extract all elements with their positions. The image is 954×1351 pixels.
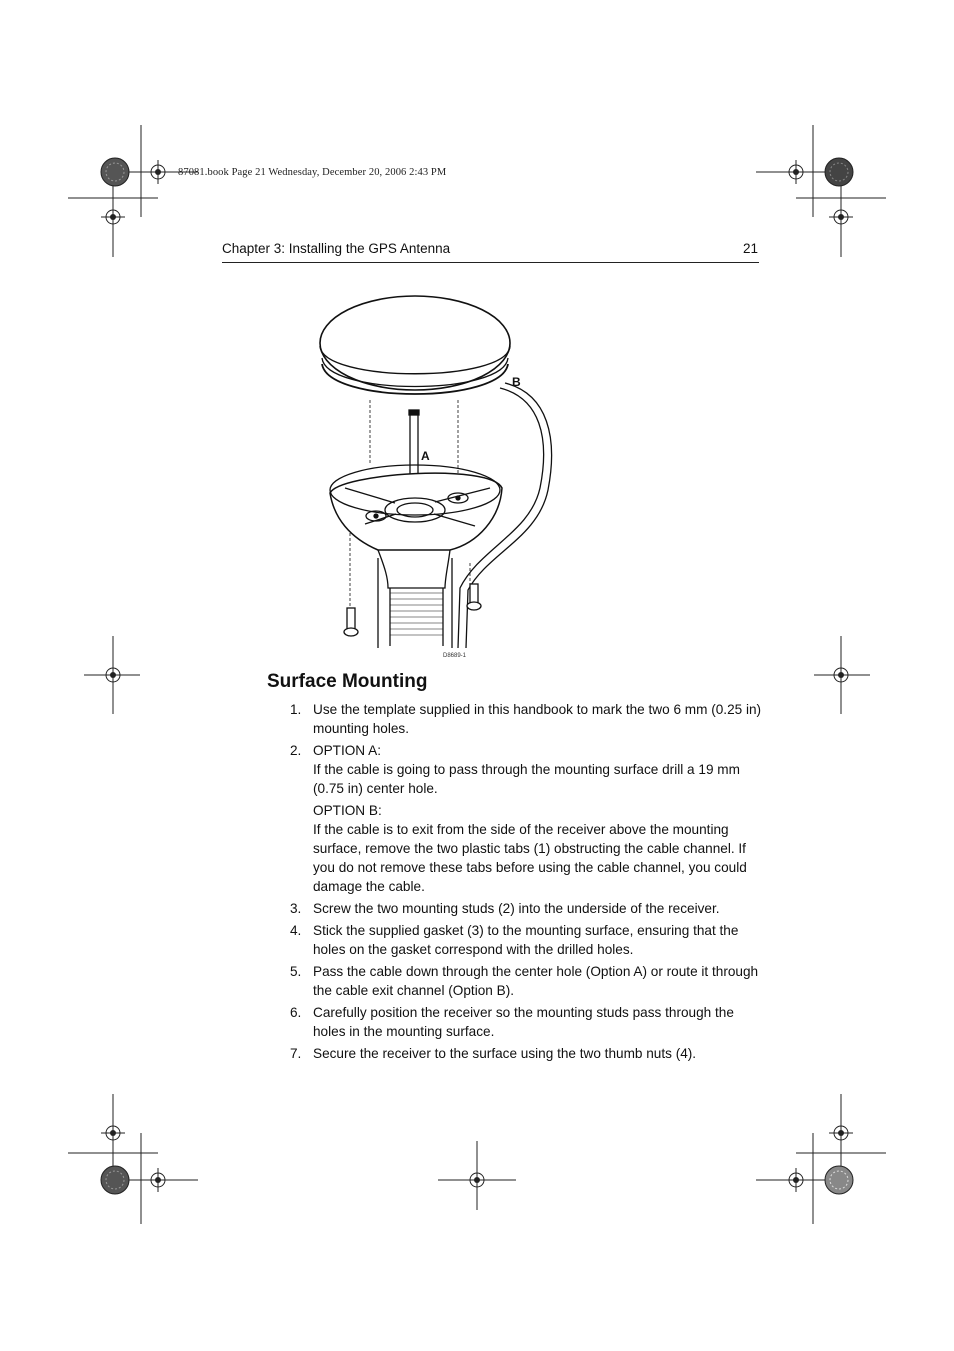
step-number: 2. — [290, 743, 302, 758]
section-title: Surface Mounting — [267, 671, 428, 692]
step-number: 1. — [290, 702, 302, 717]
option-b-text: If the cable is to exit from the side of the receiver above the mounting surface, remove the two plastic tabs (1) obstructing the cable channel. If you do not remove these tabs before using the cable channel, you could damage the cable. — [313, 822, 747, 894]
chapter-title: Chapter 3: Installing the GPS Antenna — [222, 241, 451, 256]
label-b: B — [512, 375, 521, 389]
step-text: Carefully position the receiver so the mounting studs pass through the holes in the mounting surface. — [313, 1005, 734, 1039]
step-text: Secure the receiver to the surface using the two thumb nuts (4). — [313, 1046, 697, 1061]
list-item — [286, 1044, 762, 1063]
step-text: Screw the two mounting studs (2) into the underside of the receiver. — [313, 901, 720, 916]
step-number: 3. — [290, 901, 302, 916]
step-number: 6. — [290, 1005, 302, 1020]
antenna-mounting-figure — [300, 288, 580, 663]
step-text: Stick the supplied gasket (3) to the mounting surface, ensuring that the holes on the gasket correspond with the drilled holes. — [313, 923, 739, 957]
option-a-heading: OPTION A: — [313, 743, 381, 758]
page-number: 21 — [742, 241, 758, 256]
option-a-text: If the cable is going to pass through the mounting surface drill a 19 mm (0.75 in) center hole. — [313, 762, 740, 796]
list-item — [286, 700, 762, 738]
label-a: A — [421, 449, 430, 463]
step-number: 5. — [290, 964, 302, 979]
figure-id: D8689-1 — [443, 653, 467, 659]
list-item — [286, 962, 762, 1000]
step-number: 7. — [290, 1046, 302, 1061]
list-item — [286, 921, 762, 959]
list-item — [286, 741, 762, 896]
steps-list — [286, 700, 762, 1066]
print-info-line: 87081.book Page 21 Wednesday, December 20, 2006 2:43 PM — [178, 167, 447, 178]
running-header — [222, 240, 759, 263]
step-number: 4. — [290, 923, 302, 938]
list-item — [286, 1003, 762, 1041]
option-b-heading: OPTION B: — [313, 803, 382, 818]
step-text: Pass the cable down through the center hole (Option A) or route it through the cable exit channel (Option B). — [313, 964, 759, 998]
list-item — [286, 899, 762, 918]
step-text: Use the template supplied in this handbook to mark the two 6 mm (0.25 in) mounting holes. — [313, 702, 762, 736]
